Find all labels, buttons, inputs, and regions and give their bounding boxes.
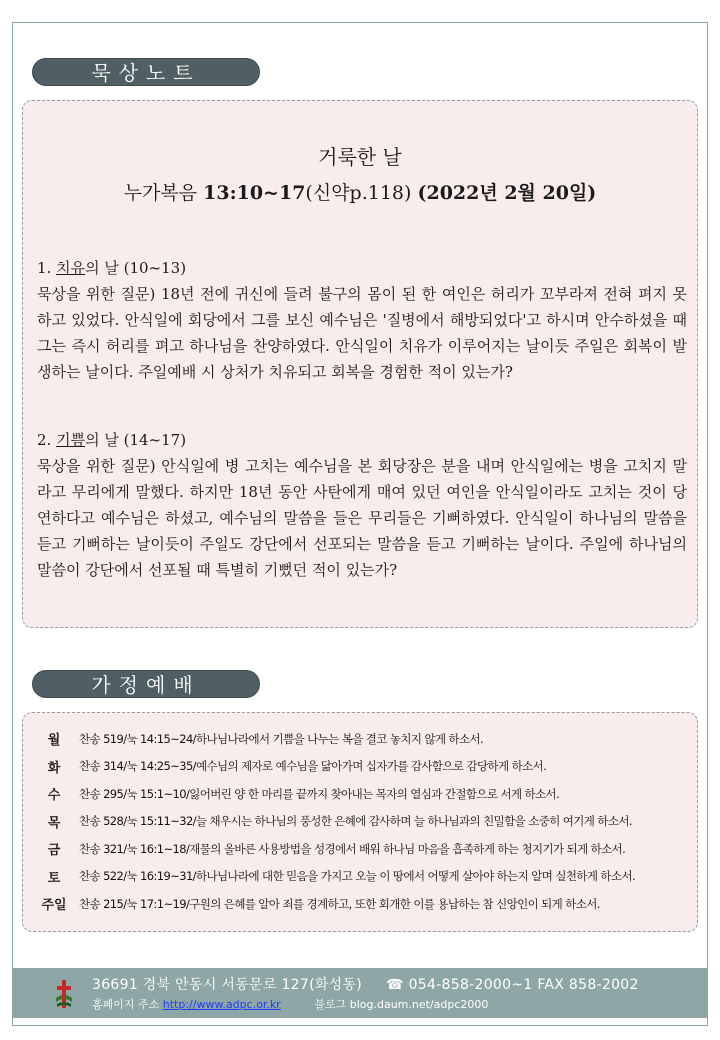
point-body: 묵상을 위한 질문) 18년 전에 귀신에 들려 불구의 몸이 된 한 여인은 허리가 꼬부라져 전혀 펴지 못하고 있었다. 안식일에 회당에서 그를 보신 예수님은 '질병에서 해방되었다'고 하시며 안수하셨을 때 그는 즉시 허리를 펴고 하나님을 찬양하였다. 안식일이 치유가 이루어지는 날이듯 주일은 회복이 발생하는 날이다. 주일예배 시 상처가 치유되고 회복을 경험한 적이 있는가? — [37, 285, 687, 381]
worship-row-tue — [29, 753, 693, 781]
worship-text: 찬송 528/눅 15:11~32/늘 채우시는 하나님의 풍성한 은혜에 감사하며 늘 하나님과의 친밀함을 소중히 여기게 하소서. — [79, 814, 632, 829]
worship-row-mon — [29, 725, 693, 753]
meditation-point-2 — [37, 427, 687, 583]
point-keyword: 기쁨 — [56, 431, 86, 449]
worship-row-fri — [29, 835, 693, 863]
meditation-title: 거룩한 날 — [318, 145, 402, 169]
scripture-verse: 13:10~17 — [203, 182, 306, 204]
point-heading — [37, 427, 687, 453]
worship-text: 찬송 519/눅 14:15~24/하나님나라에서 기쁨을 나누는 복을 결코 놓치지 않게 하소서. — [79, 731, 484, 746]
footer-web-line — [92, 996, 488, 1012]
family-worship-section-tab: 가정예배 — [32, 670, 260, 698]
church-address: 36691 경북 안동시 서동문로 127(화성동) — [92, 977, 363, 993]
church-footer — [12, 968, 708, 1018]
worship-day: 목 — [47, 815, 61, 831]
scripture-book: 누가복음 — [123, 182, 198, 204]
worship-text: 찬송 321/눅 16:1~18/재물의 올바른 사용방법을 성경에서 배워 하나님 마음을 흡족하게 하는 청지기가 되게 하소서. — [79, 841, 626, 856]
family-worship-box — [22, 712, 698, 932]
scripture-date: (2022년 2월 20일) — [417, 182, 597, 204]
worship-day: 화 — [47, 760, 61, 776]
worship-day: 월 — [47, 733, 61, 749]
worship-row-sun — [29, 890, 693, 918]
scripture-reference — [23, 179, 697, 207]
worship-text: 찬송 522/눅 16:19~31/하나님나라에 대한 믿음을 가지고 오늘 이 땅에서 어떻게 살아야 하는지 알며 실천하게 하소서. — [79, 869, 636, 884]
homepage-link[interactable]: http://www.adpc.or.kr — [162, 998, 281, 1011]
footer-contact-line — [92, 974, 639, 994]
point-keyword: 치유 — [56, 259, 86, 277]
worship-day: 토 — [47, 870, 61, 886]
scripture-page: (신약p.118) — [305, 182, 412, 204]
point-heading-rest: 의 날 (10~13) — [85, 259, 187, 277]
blog-link[interactable]: blog.daum.net/adpc2000 — [349, 998, 489, 1011]
worship-day: 금 — [47, 843, 61, 859]
worship-day: 수 — [47, 788, 61, 804]
church-phone: ☎ 054-858-2000~1 FAX 858-2002 — [386, 977, 639, 993]
meditation-section-tab: 묵상노트 — [32, 58, 260, 86]
worship-row-sat — [29, 863, 693, 891]
worship-text: 찬송 215/눅 17:1~19/구원의 은혜를 알아 죄를 경계하고, 또한 회개한 이를 용납하는 참 신앙인이 되게 하소서. — [79, 896, 600, 911]
homepage-label: 홈페이지 주소 — [92, 998, 160, 1011]
worship-row-thu — [29, 808, 693, 836]
worship-text: 찬송 314/눅 14:25~35/예수님의 제자로 예수님을 닮아가며 십자가를 감사함으로 감당하게 하소서. — [79, 759, 547, 774]
church-cross-logo-icon — [54, 978, 74, 1010]
worship-text: 찬송 295/눅 15:1~10/잃어버린 양 한 마리를 끝까지 찾아내는 목자의 열심과 간절함으로 서게 하소서. — [79, 786, 560, 801]
meditation-box — [22, 100, 698, 628]
point-number: 2. — [37, 431, 52, 449]
point-body: 묵상을 위한 질문) 안식일에 병 고치는 예수님을 본 회당장은 분을 내며 안식일에는 병을 고치지 말라고 무리에게 말했다. 하지만 18년 동안 사탄에게 매여 있던 여인을 안식일이라도 고치는 것이 당연하다고 예수님은 하셨고, 예수님의 말씀을 들은 무리들은 기뻐하였다. 안식일이 하나님의 말씀을 듣고 기뻐하는 날이듯이 주일도 강단에서 선포되는 말씀을 듣고 기뻐하는 날이다. 주일에 하나님의 말씀이 강단에서 선포될 때 특별히 기뻤던 적이 있는가? — [37, 457, 687, 579]
point-heading-rest: 의 날 (14~17) — [85, 431, 187, 449]
worship-day: 주일 — [41, 898, 67, 914]
blog-label: 블로그 — [314, 998, 347, 1011]
point-heading — [37, 255, 687, 281]
worship-row-wed — [29, 780, 693, 808]
meditation-point-1 — [37, 255, 687, 385]
point-number: 1. — [37, 259, 52, 277]
worship-schedule — [29, 725, 693, 918]
